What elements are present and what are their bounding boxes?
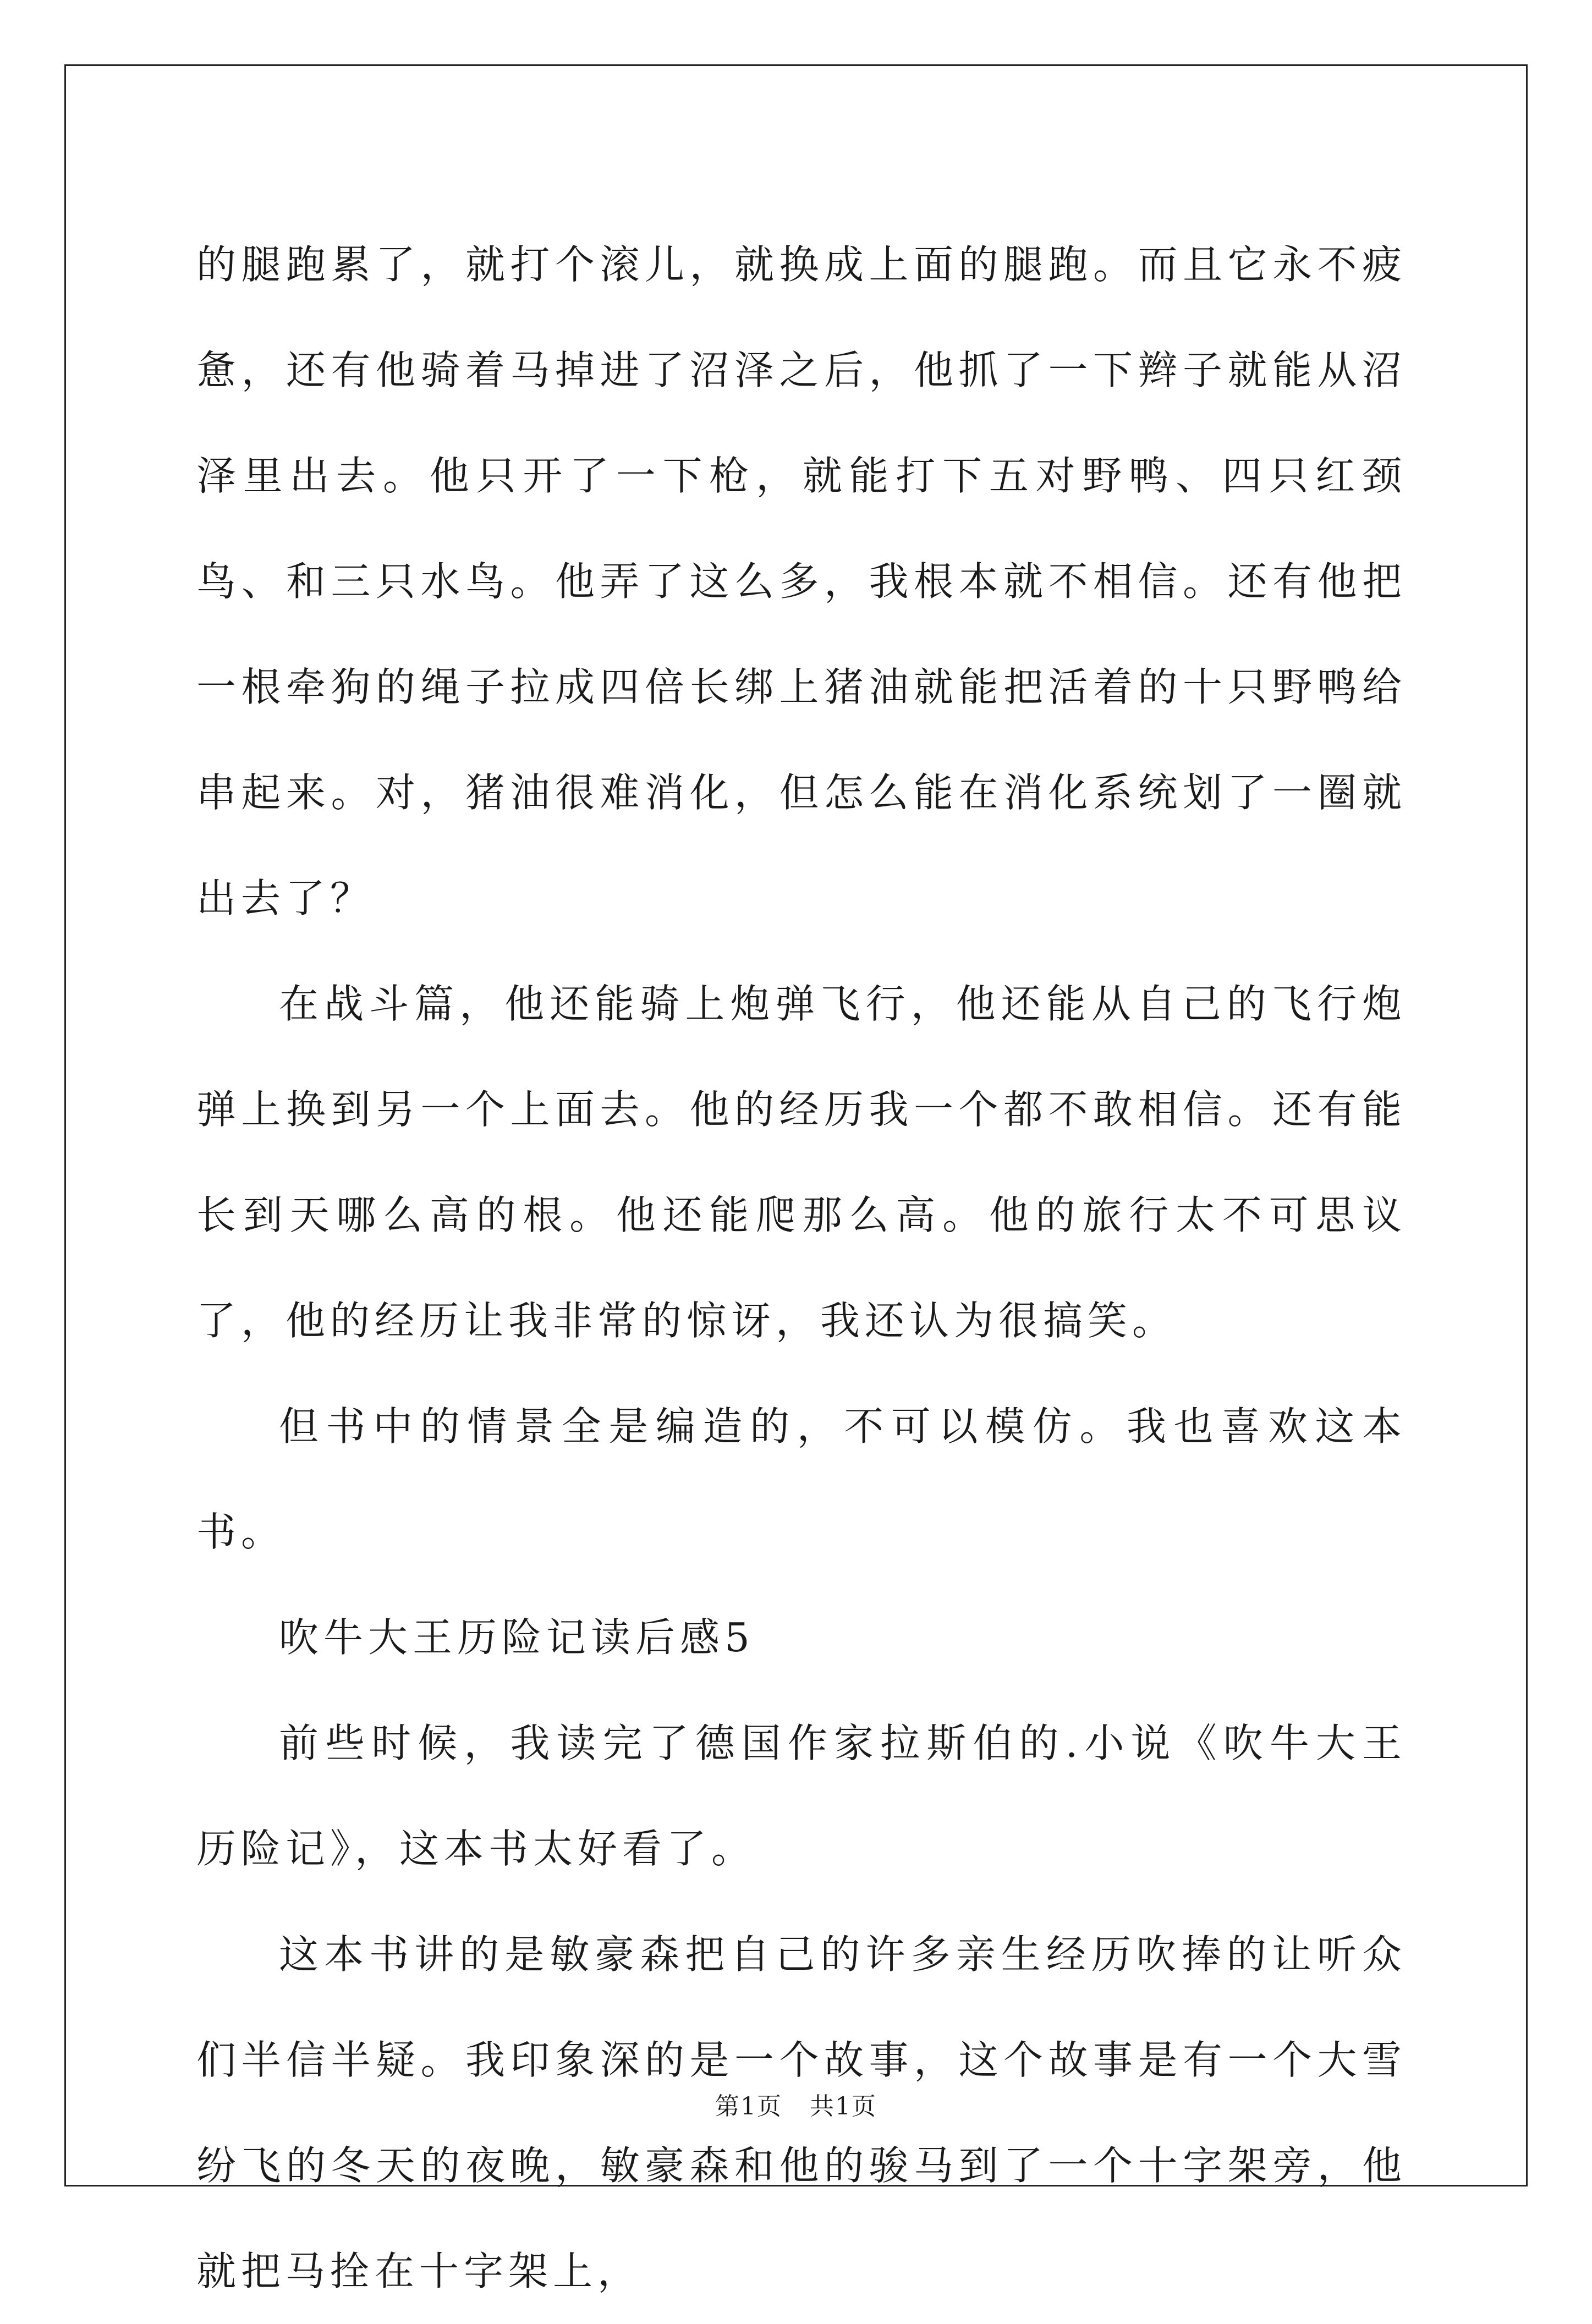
document-body <box>196 212 1407 2324</box>
paragraph-3: 但书中的情景全是编造的，不可以模仿。我也喜欢这本书。 <box>196 1403 1407 1555</box>
paragraph-2: 在战斗篇，他还能骑上炮弹飞行，他还能从自己的飞行炮弹上换到另一个上面去。他的经历我一个都不敢相信。还有能长到天哪么高的根。他还能爬那么高。他的旅行太不可思议了，他的经历让我非常的惊讶，我还认为很搞笑。 <box>196 981 1407 1344</box>
section-heading: 吹牛大王历险记读后感5 <box>279 1614 755 1661</box>
paragraph-5: 这本书讲的是敏豪森把自己的许多亲生经历吹捧的让听众们半信半疑。我印象深的是一个故事，这个故事是有一个大雪纷飞的冬天的夜晚，敏豪森和他的骏马到了一个十字架旁，他就把马拴在十字架上， <box>196 1931 1407 2294</box>
paragraph-1: 的腿跑累了，就打个滚儿，就换成上面的腿跑。而且它永不疲惫，还有他骑着马掉进了沼泽之后，他抓了一下辫子就能从沼泽里出去。他只开了一下枪，就能打下五对野鸭、四只红颈鸟、和三只水鸟。他弄了这么多，我根本就不相信。还有他把一根牵狗的绳子拉成四倍长绑上猪油就能把活着的十只野鸭给串起来。对，猪油很难消化，但怎么能在消化系统划了一圈就出去了？ <box>196 241 1407 921</box>
page-total: 共1页 <box>810 2092 877 2120</box>
paragraph-4: 前些时候，我读完了德国作家拉斯伯的.小说《吹牛大王历险记》，这本书太好看了。 <box>196 1720 1407 1872</box>
page-footer <box>0 2090 1592 2123</box>
page-number: 第1页 <box>715 2092 782 2120</box>
